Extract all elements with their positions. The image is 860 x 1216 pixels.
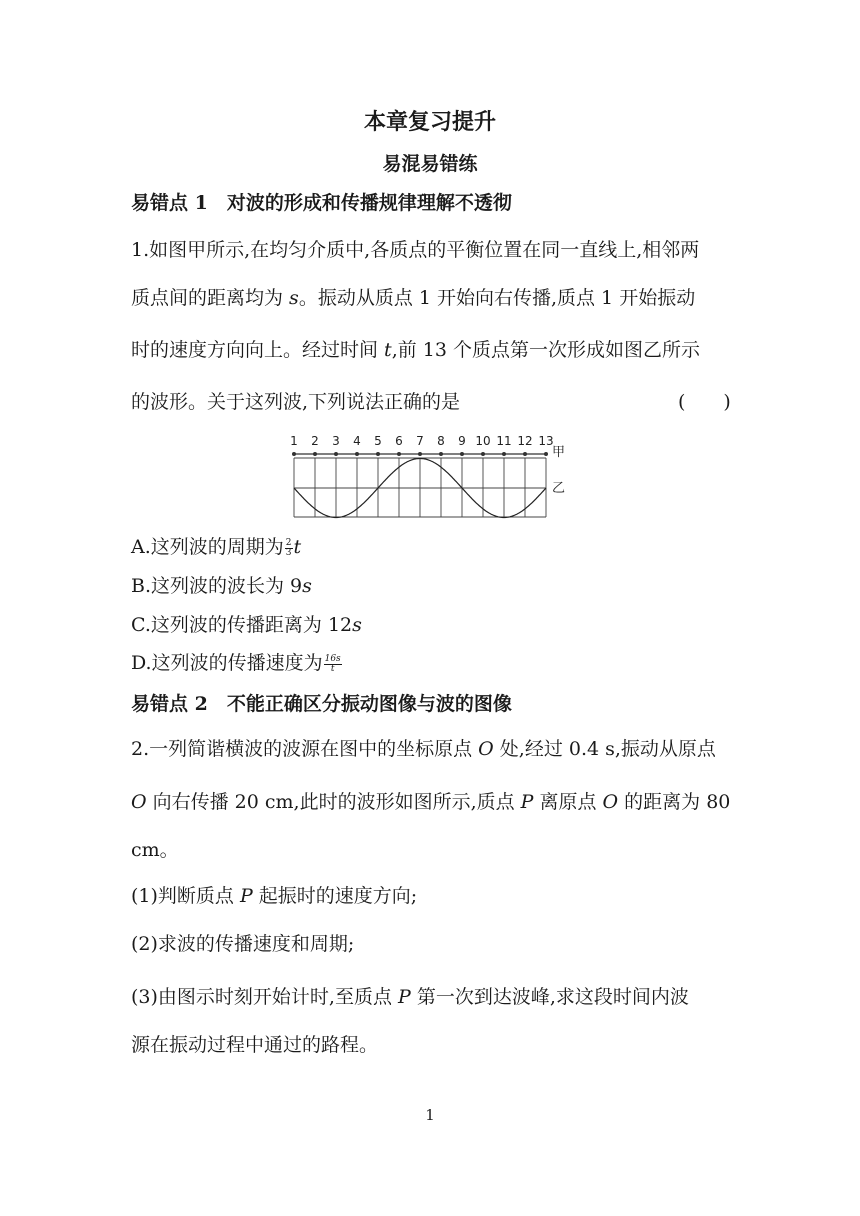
particle-dot <box>376 452 380 456</box>
particle-dot <box>292 452 296 456</box>
q2-part-3-line-1: (3)由图示时刻开始计时,至质点 P 第一次到达波峰,求这段时间内波 <box>131 986 689 1008</box>
error-point-2-heading: 易错点 2 不能正确区分振动图像与波的图像 <box>131 693 512 715</box>
q2-line-2: O 向右传播 20 cm,此时的波形如图所示,质点 P 离原点 O 的距离为 80 <box>131 791 731 813</box>
particle-dot <box>313 452 317 456</box>
page-title: 本章复习提升 <box>363 109 496 135</box>
label-yi: 乙 <box>552 481 566 496</box>
q1-line-1: 1.如图甲所示,在均匀介质中,各质点的平衡位置在同一直线上,相邻两 <box>131 239 700 261</box>
particle-label: 7 <box>416 434 424 448</box>
particle-label: 9 <box>458 434 466 448</box>
q2-part-2: (2)求波的传播速度和周期; <box>131 933 355 955</box>
option-c: C.这列波的传播距离为 12s <box>131 614 362 636</box>
q1-line-2: 质点间的距离均为 s。振动从质点 1 开始向右传播,质点 1 开始振动 <box>131 287 696 309</box>
particle-dot <box>334 452 338 456</box>
q1-line-3: 时的速度方向向上。经过时间 t,前 13 个质点第一次形成如图乙所示 <box>131 339 700 361</box>
option-d: D.这列波的传播速度为 $\frac{16s}{t}$ <box>131 652 341 674</box>
particle-dot <box>418 452 422 456</box>
label-jia: 甲 <box>552 445 566 460</box>
particle-label: 12 <box>517 434 533 448</box>
q1-line-4: 的波形。关于这列波,下列说法正确的是 <box>131 391 461 413</box>
particle-dot <box>397 452 401 456</box>
particle-label: 2 <box>311 434 319 448</box>
q2-part-3-line-2: 源在振动过程中通过的路程。 <box>131 1034 379 1056</box>
particle-label: 3 <box>332 434 340 448</box>
error-point-1-heading: 易错点 1 对波的形成和传播规律理解不透彻 <box>131 192 512 214</box>
q2-part-1: (1)判断质点 P 起振时的速度方向; <box>131 885 418 907</box>
particle-label: 4 <box>353 434 361 448</box>
particle-dot <box>460 452 464 456</box>
particle-dot <box>439 452 443 456</box>
particle-label: 1 <box>290 434 298 448</box>
particle-dot <box>502 452 506 456</box>
option-b: B.这列波的波长为 9s <box>131 575 312 597</box>
particle-label: 10 <box>475 434 491 448</box>
q2-line-1: 2.一列简谐横波的波源在图中的坐标原点 O 处,经过 0.4 s,振动从原点 <box>131 738 716 760</box>
particle-label: 11 <box>496 434 512 448</box>
particle-dot <box>481 452 485 456</box>
answer-blank: ( ) <box>678 391 731 413</box>
particle-labels <box>290 434 553 448</box>
section-heading: 易混易错练 <box>382 153 478 175</box>
page-number: 1 <box>425 1106 435 1124</box>
particle-dot <box>355 452 359 456</box>
wave-figure <box>0 425 860 525</box>
particle-label: 13 <box>538 434 554 448</box>
particle-dot <box>523 452 527 456</box>
particle-label: 5 <box>374 434 382 448</box>
particle-label: 8 <box>437 434 445 448</box>
option-a: A.这列波的周期为 $\frac{2}{3}$ t <box>131 536 302 558</box>
q2-line-3: cm。 <box>131 839 179 861</box>
particle-dot <box>544 452 548 456</box>
particle-label: 6 <box>395 434 403 448</box>
